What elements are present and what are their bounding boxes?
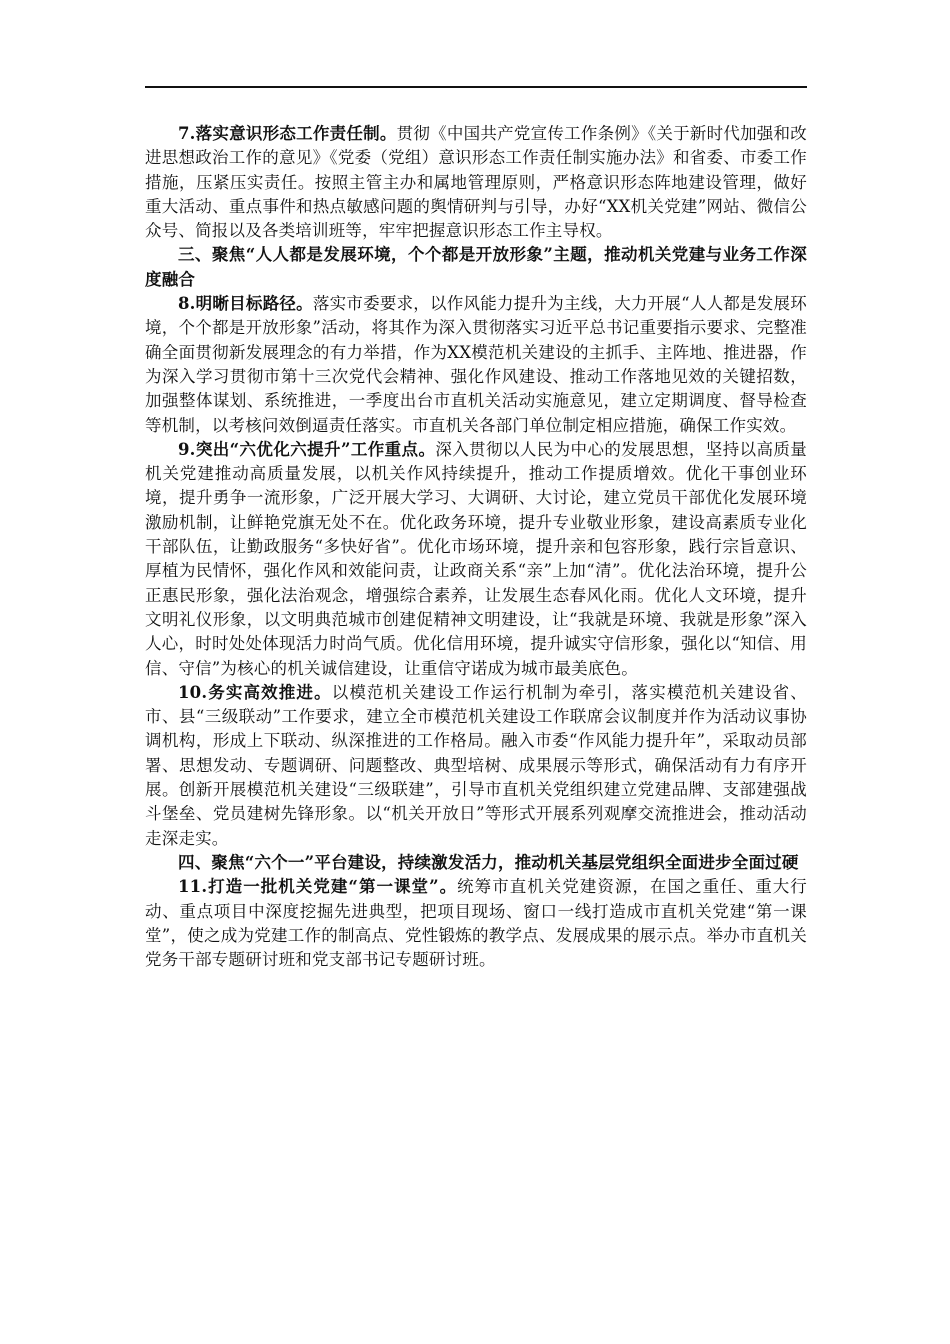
paragraph-text: 以模范机关建设工作运行机制为牵引，落实模范机关建设省、市、县“三级联动”工作要求，建立全市模范机关建设工作联席会议制度并作为活动议事协调机构，形成上下联动、纵深推进的工作格局。融入市委“作风能力提升年”，采取动员部署、思想发动、专题调研、问题整改、典型培树、成果展示等形式，确保活动有力有序开展。创新开展模范机关建设“三级联建”，引导市直机关党组织建立党建品牌、支部建强战斗堡垒、党员建树先锋形象。以“机关开放日”等形式开展系列观摩交流推进会，推动活动走深走实。 (145, 682, 807, 848)
paragraph-lead: 11.打造一批机关党建“第一课堂”。 (178, 877, 458, 897)
paragraph-text: 深入贯彻以人民为中心的发展思想，坚持以高质量机关党建推动高质量发展，以机关作风持续提升，推动工作提质增效。优化干事创业环境，提升勇争一流形象，广泛开展大学习、大调研、大讨论，建立党员干部优化发展环境激励机制，让鲜艳党旗无处不在。优化政务环境，提升专业敬业形象，建设高素质专业化干部队伍，让勤政服务“多快好省”。优化市场环境，提升亲和包容形象，践行宗旨意识、厚植为民情怀，强化作风和效能问责，让政商关系“亲”上加“清”。优化法治环境，提升公正惠民形象，强化法治观念，增强综合素养，让发展生态春风化雨。优化人文环境，提升文明礼仪形象，以文明典范城市创建促精神文明建设，让“我就是环境、我就是形象”深入人心，时时处处体现活力时尚气质。优化信用环境，提升诚实守信形象，强化以“知信、用信、守信”为核心的机关诚信建设，让重信守诺成为城市最美底色。 (145, 439, 807, 678)
section-heading-4: 四、聚焦“六个一”平台建设，持续激发活力，推动机关基层党组织全面进步全面过硬 (178, 852, 799, 872)
paragraph-11 (145, 875, 807, 972)
paragraph-lead: 10.务实高效推进。 (178, 682, 332, 702)
paragraph-text: 落实市委要求，以作风能力提升为主线，大力开展“人人都是发展环境，个个都是开放形象”活动，将其作为深入贯彻落实习近平总书记重要指示要求、完整准确全面贯彻新发展理念的有力举措，作为XX模范机关建设的主抓手、主阵地、推进器，作为深入学习贯彻市第十三次党代会精神、强化作风建设、推动工作落地见效的关键招数，加强整体谋划、系统推进，一季度出台市直机关活动实施意见，建立定期调度、督导检查等机制，以考核问效倒逼责任落实。市直机关各部门单位制定相应措施，确保工作实效。 (145, 294, 807, 435)
paragraph-8 (145, 292, 807, 438)
paragraph-lead: 7.落实意识形态工作责任制。 (178, 124, 397, 143)
paragraph-9 (145, 438, 807, 681)
section-heading-3: 三、聚焦“人人都是发展环境，个个都是开放形象”主题，推动机关党建与业务工作深度融合 (145, 245, 807, 289)
header-rule (145, 86, 807, 88)
paragraph-lead: 8.明晰目标路径。 (178, 294, 313, 314)
paragraph-text: 贯彻《中国共产党宣传工作条例》《关于新时代加强和改进思想政治工作的意见》《党委（党组）意识形态工作责任制实施办法》和省委、市委工作措施，压紧压实责任。按照主管主办和属地管理原则，严格意识形态阵地建设管理，做好重大活动、重点事件和热点敏感问题的舆情研判与引导，办好“XX机关党建”网站、微信公众号、简报以及各类培训班等，牢牢把握意识形态工作主导权。 (145, 124, 808, 241)
document-body (145, 122, 807, 972)
paragraph-lead: 9.突出“六优化六提升”工作重点。 (178, 439, 436, 459)
paragraph-7 (145, 122, 807, 243)
paragraph-text: 统筹市直机关党建资源，在国之重任、重大行动、重点项目中深度挖掘先进典型，把项目现场、窗口一线打造成市直机关党建“第一课堂”，使之成为党建工作的制高点、党性锻炼的教学点、发展成果的展示点。举办市直机关党务干部专题研讨班和党支部书记专题研讨班。 (145, 877, 807, 970)
paragraph-10 (145, 681, 807, 851)
